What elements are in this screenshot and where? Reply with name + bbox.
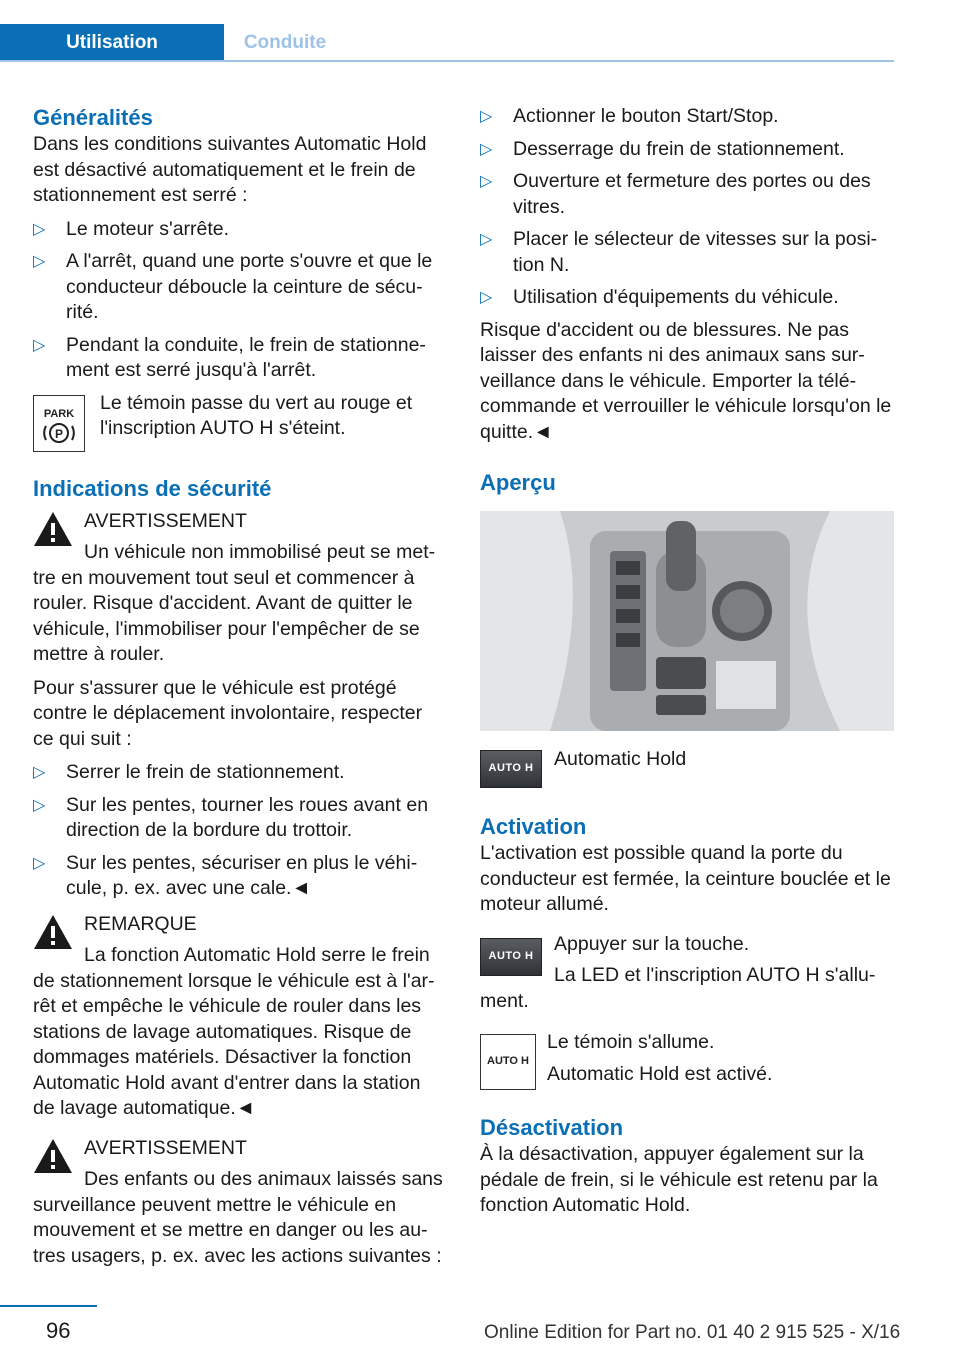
warning-title: AVERTISSEMENT	[84, 1136, 247, 1159]
tab-utilisation[interactable]: Utilisation	[0, 24, 224, 62]
warning-block-1	[33, 509, 443, 668]
press-text: Appuyer sur la touche.	[554, 932, 750, 955]
tab-conduite[interactable]: Conduite	[243, 32, 327, 53]
park-indicator-row	[33, 391, 443, 453]
page-number: 96	[46, 1318, 71, 1343]
list-item: ▷ Placer le sélecteur de vitesses sur la position N.	[480, 228, 878, 276]
temoin-text: Le témoin s'allume.	[547, 1031, 715, 1053]
list-item: ▷ Le moteur s'arrête.	[33, 217, 443, 243]
list-item: ▷ A l'arrêt, quand une porte s'ouvre et que le conducteur déboucle la ceinture de sécurité.	[33, 250, 433, 323]
bullet-triangle-icon: ▷	[480, 289, 493, 306]
warning-title: AVERTISSEMENT	[84, 509, 247, 532]
warning-triangle-icon	[33, 914, 73, 950]
warning-block-2	[33, 1136, 443, 1270]
led-text: La LED et l'inscription AUTO H s'allument.	[480, 964, 876, 1012]
auto-h-button-icon: AUTO H	[480, 938, 542, 976]
svg-text:PARK: PARK	[43, 407, 75, 420]
bullet-triangle-icon: ▷	[480, 231, 493, 248]
heading-apercu: Aperçu	[480, 470, 556, 495]
warning-triangle-icon	[33, 511, 73, 547]
note-title: REMARQUE	[84, 912, 197, 935]
list-item: ▷ Sur les pentes, sécuriser en plus le véhicule, p. ex. avec une cale.◄	[33, 851, 418, 899]
bullet-triangle-icon: ▷	[33, 253, 46, 270]
bullet-triangle-icon: ▷	[33, 854, 46, 872]
heading-activation: Activation	[480, 814, 587, 839]
heading-generalites: Généralités	[33, 105, 153, 130]
autoh-label: Automatic Hold	[554, 748, 687, 770]
left-column	[33, 104, 443, 1269]
autoh-overview-row	[480, 747, 894, 787]
bullet-triangle-icon: ▷	[480, 108, 493, 125]
note-block	[33, 912, 443, 1122]
conditions-list	[33, 217, 443, 384]
bullet-triangle-icon: ▷	[33, 764, 46, 781]
list-item: ▷ Pendant la conduite, le frein de stationnement est serré jusqu'à l'arrêt.	[33, 333, 426, 381]
note-text: La fonction Automatic Hold serre le frein de stationnement lorsque le véhicule est à l'arrêt et empêche le véhicule de rouler dans les stations de lavage automatiques. Risque de dommages matériels. Désactiver la fonction Automatic Hold avant d'entrer dans la station de lavage automatique.◄	[33, 944, 435, 1119]
right-column	[480, 104, 894, 1219]
active-text: Automatic Hold est activé.	[547, 1062, 773, 1085]
list-item: ▷ Sur les pentes, tourner les roues avant en direction de la bordure du trottoir.	[33, 793, 429, 841]
warning-triangle-icon	[33, 1138, 73, 1174]
list-item: ▷ Utilisation d'équipements du véhicule.	[480, 285, 894, 311]
center-console-image	[480, 511, 894, 731]
header-divider	[0, 60, 894, 62]
paragraph-assurer: Pour s'assurer que le véhicule est protégé contre le déplacement involontaire, respecter ce qui suit :	[33, 676, 423, 750]
warning-text: Un véhicule non immobilisé peut se mettre en mouvement tout seul et commencer à rouler. Risque d'accident. Avant de quitter le véhicule, l'immobiliser pour l'empêcher de se mettre à rouler.	[33, 541, 436, 665]
auto-h-button-icon: AUTO H	[480, 750, 542, 788]
bullet-triangle-icon: ▷	[33, 336, 46, 354]
warning-text: Des enfants ou des animaux laissés sans surveillance peuvent mettre le véhicule en mouvement et se mettre en danger ou les autres usagers, p. ex. avec les actions suivantes :	[33, 1168, 443, 1267]
heading-securite: Indications de sécurité	[33, 475, 272, 501]
bullet-triangle-icon: ▷	[33, 220, 46, 238]
auto-h-indicator-icon: AUTO H	[480, 1034, 536, 1090]
indicator-row	[480, 1030, 894, 1090]
footer-divider	[0, 1305, 97, 1307]
intro-paragraph: Dans les conditions suivantes Automatic Hold est désactivé automatiquement et le frein de stationnement est serré :	[33, 133, 427, 206]
park-brake-icon	[33, 395, 85, 452]
bullet-triangle-icon: ▷	[33, 796, 46, 814]
list-item: ▷ Serrer le frein de stationnement.	[33, 760, 443, 786]
press-button-row	[480, 932, 894, 1015]
header-tabs	[0, 24, 894, 62]
list-item: ▷ Ouverture et fermeture des portes ou des vitres.	[480, 170, 871, 218]
paragraph-risque: Risque d'accident ou de blessures. Ne pas laisser des enfants ni des animaux sans surveillance dans le véhicule. Emporter la télécommande et verrouiller le véhicule lorsqu'on le quitte.◄	[480, 318, 892, 443]
bullet-triangle-icon: ▷	[480, 173, 493, 190]
list-item: ▷ Desserrage du frein de stationnement.	[480, 137, 894, 163]
actions-list	[480, 104, 894, 311]
park-indicator-text: Le témoin passe du vert au rouge et l'inscription AUTO H s'éteint.	[100, 391, 413, 439]
safety-list	[33, 760, 443, 902]
list-item: ▷ Actionner le bouton Start/Stop.	[480, 104, 894, 130]
edition-text: Online Edition for Part no. 01 40 2 915 525 - X/16	[484, 1322, 901, 1343]
paragraph-activation: L'activation est possible quand la porte du conducteur est fermée, la ceinture bouclée et le moteur allumé.	[480, 842, 891, 915]
heading-desactivation: Désactivation	[480, 1115, 624, 1140]
svg-text:P: P	[54, 426, 64, 441]
paragraph-desactivation: À la désactivation, appuyer également sur la pédale de frein, si le véhicule est retenu par la fonction Automatic Hold.	[480, 1143, 878, 1216]
bullet-triangle-icon: ▷	[480, 140, 493, 158]
